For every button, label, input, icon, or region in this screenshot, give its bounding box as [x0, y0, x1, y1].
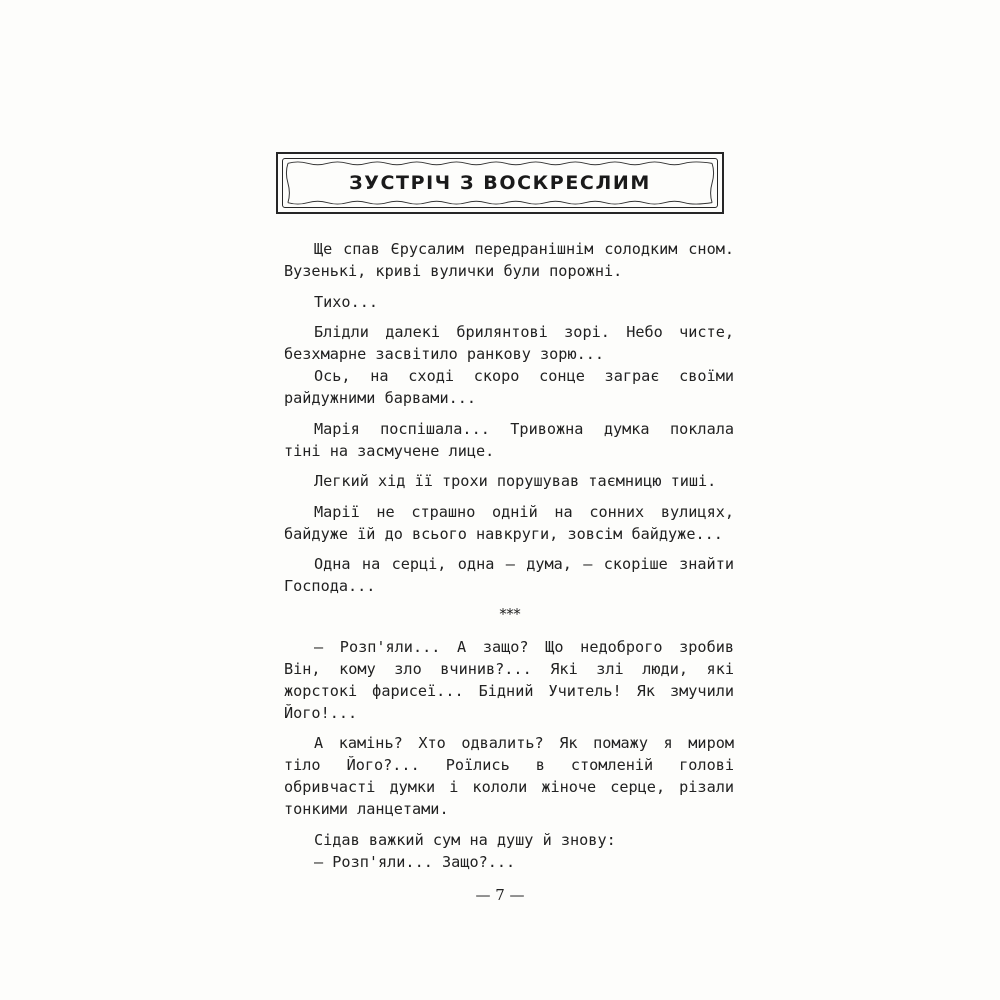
paragraph-2: Тихо... — [314, 292, 379, 311]
paragraph-5: Марія поспішала... Тривожна думка поклала тіні на засмучене лице. — [284, 419, 734, 460]
title-inner-frame — [282, 158, 718, 208]
paragraph-7: Марії не страшно одній на сонних вулицях, байдуже їй до всього навкруги, зовсім байдуже... — [284, 502, 734, 543]
page-number: — 7 — — [475, 886, 525, 904]
paragraph-3: Блідли далекі брилянтові зорі. Небо чисте, безхмарне засвітило ранкову зорю... — [284, 323, 734, 363]
title-frame — [276, 152, 724, 214]
chapter-title: ЗУСТРІЧ З ВОСКРЕСЛИМ — [349, 172, 651, 194]
paragraph-9: — Розп'яли... А защо? Що недоброго зробив Він, кому зло вчинив?... Які злі люди, які жорстокі фарисеї... Бідний Учитель! Як змучили Його!... — [284, 637, 734, 722]
paragraph-8: Одна на серці, одна — дума, — скоріше знайти Господа... — [284, 555, 734, 595]
paragraph-1: Ще спав Єрусалим передранішнім солодким сном. Вузенькі, криві вулички були порожні. — [284, 240, 734, 280]
paragraph-10: А камінь? Хто одвалить? Як помажу я миром тіло Його?... Роїлись в стомленій голові обривчасті думки і кололи жіноче серце, різали тонкими ланцетами. — [284, 734, 734, 818]
paragraph-11: Сідав важкий сум на душу й знову: — [314, 830, 616, 849]
paragraph-4: Ось, на сході скоро сонце заграє своїми райдужними барвами... — [284, 367, 734, 407]
paragraph-12: — Розп'яли... Защо?... — [314, 852, 516, 871]
body-text — [284, 238, 734, 881]
paragraph-6: Легкий хід її трохи порушував таємницю тиші. — [314, 472, 717, 490]
section-separator: *** — [498, 604, 520, 623]
